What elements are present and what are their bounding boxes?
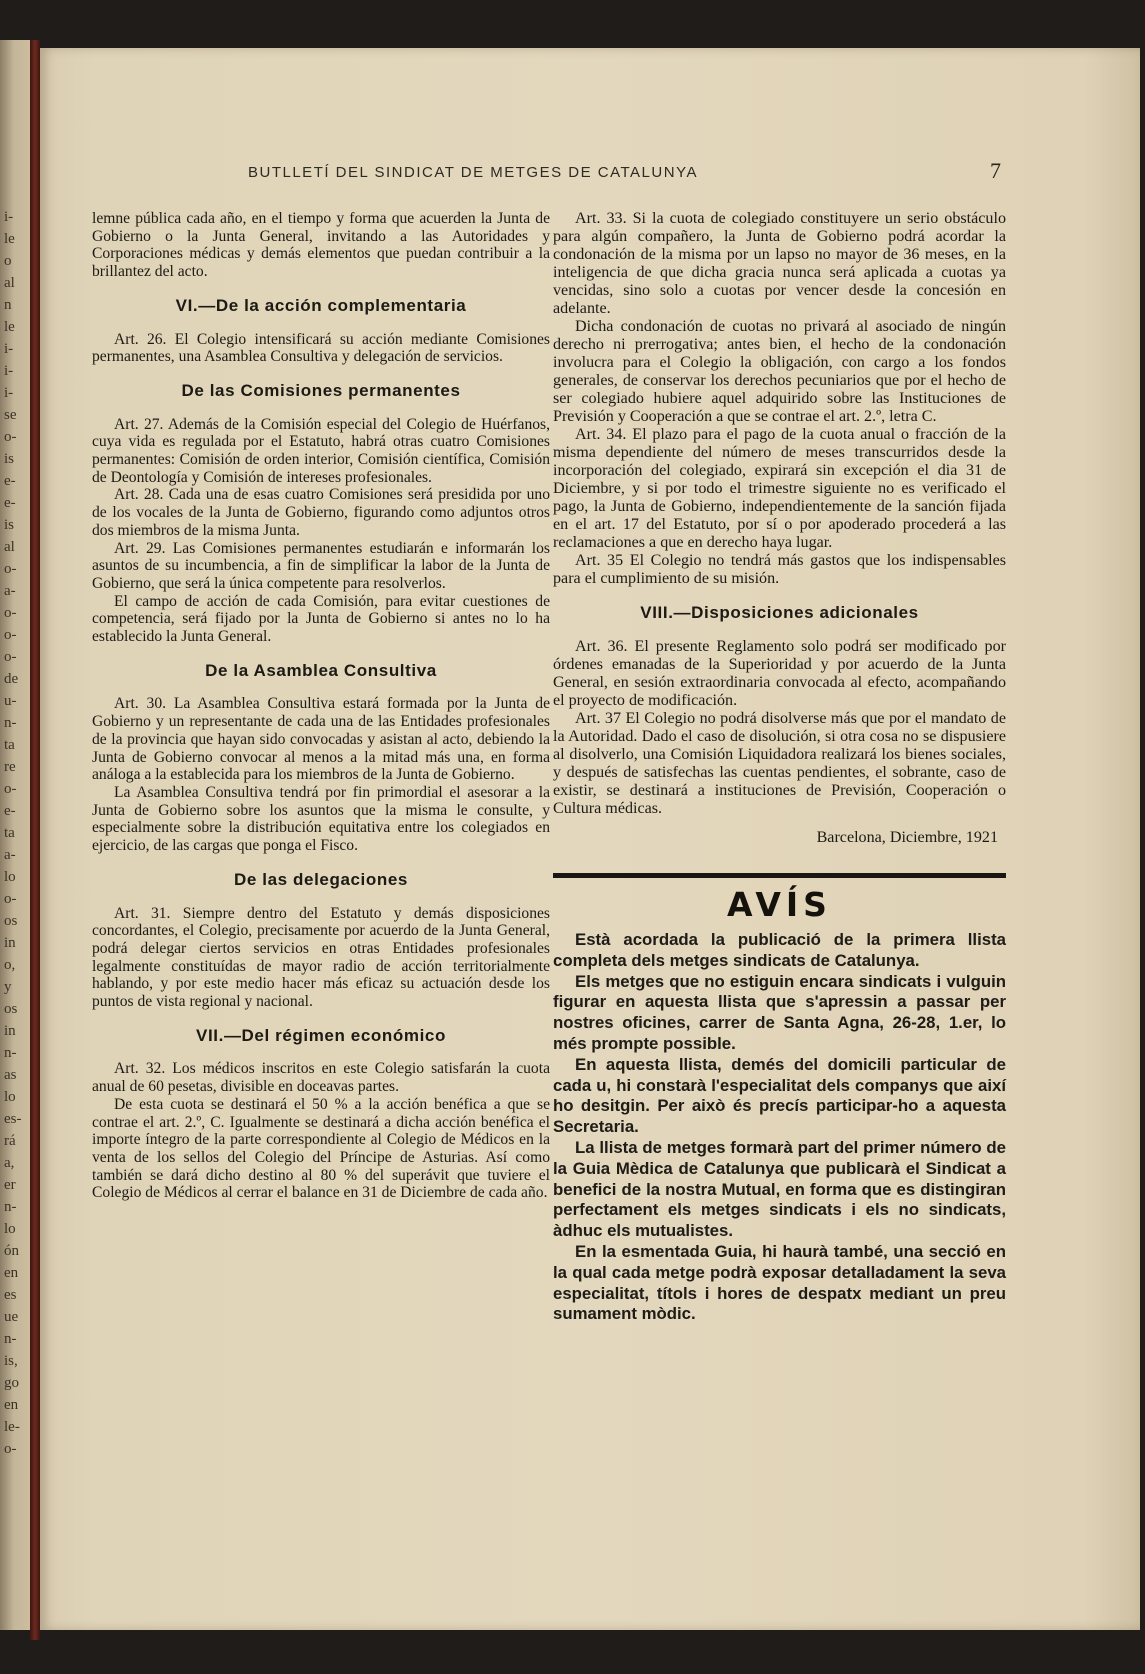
margin-fragment: o- [4, 605, 17, 621]
article-37: Art. 37 El Colegio no podrá disolverse más que por el mandato de la Autoridad. Dado el caso de disolución, si otra cosa no se dispusiere al disolverlo, una Comisión Liquidadora realizará los bienes sociales, y después de satisfechas las cuentas pendientes, el sobrante, caso de existir, se destinará a instituciones de Previsión, Cooperación o Cultura médicas. [553, 710, 1006, 817]
intro-paragraph: lemne pública cada año, en el tiempo y forma que acuerden la Junta de Gobierno o la Junta General, invitando a las Autoridades y Corporaciones médicas y demás elementos que puedan contribuir a la brillantez del acto. [92, 210, 550, 281]
margin-fragment: o- [4, 561, 17, 577]
subsection-delegaciones-heading: De las delegaciones [234, 869, 408, 889]
margin-fragment: le [4, 231, 15, 247]
notice-paragraph: En la esmentada Guia, hi haurà també, una secció en la qual cada metge podrà exposar detalladament la seva especialitat, títols i hores de despatx mediant un preu sumament mòdic. [553, 1241, 1006, 1324]
article-33: Art. 33. Si la cuota de colegiado constituyere un serio obstáculo para algún compañero, la Junta de Gobierno podrá acordar la condonación de la misma por un lapso no mayor de 36 meses, en la inteligencia de que dicha gracia nunca será aplicada a cuotas ya vencidas, sino solo a cuotas por vencer desde la concesión en adelante. [553, 210, 1006, 317]
margin-fragment: lo [4, 869, 16, 885]
margin-fragment: a- [4, 583, 16, 599]
margin-fragment: o- [4, 627, 17, 643]
margin-fragment: al [4, 275, 15, 291]
margin-fragment: o, [4, 957, 16, 973]
notice-paragraph: La llista de metges formarà part del primer número de la Guia Mèdica de Catalunya que publicarà el Sindicat a benefici de la nostra Mutual, en forma que es distingiran perfectament els metges sindicats i els no sindicats, àdhuc els mutualistes. [553, 1137, 1006, 1241]
margin-fragment: o- [4, 891, 17, 907]
article-27: Art. 27. Además de la Comisión especial del Colegio de Huérfanos, cuya vida es regulada por el Estatuto, habrá otras cuatro Comisiones permanentes: Comisión de orden interior, Comisión científica, Comisión de Deontología y Comisión de intereses profesionales. [92, 415, 550, 486]
article-29-continued: El campo de acción de cada Comisión, para evitar cuestiones de competencia, será fijado por la Junta de Gobierno si antes no lo ha establecido la Junta General. [92, 592, 550, 646]
margin-fragment: lo [4, 1089, 16, 1105]
margin-fragment: ue [4, 1309, 19, 1325]
margin-fragment: ta [4, 737, 15, 753]
margin-fragment: a, [4, 1155, 15, 1171]
margin-fragment: n- [4, 1045, 17, 1061]
dateline: Barcelona, Diciembre, 1921 [816, 829, 998, 846]
section-6-heading: VI.—De la acción complementaria [175, 295, 467, 315]
margin-fragment: n- [4, 1199, 17, 1215]
article-29: Art. 29. Las Comisiones permanentes estudiarán e informarán los asuntos de su incumbencia, a fin de simplificar la labor de la Junta de Gobierno, que será la única competente para resolverlos. [92, 539, 550, 592]
article-35: Art. 35 El Colegio no tendrá más gastos que los indispensables para el cumplimiento de su misión. [553, 552, 1006, 587]
margin-fragment: is [4, 517, 15, 533]
margin-fragment: o [4, 253, 12, 269]
notice-paragraph: En aquesta llista, demés del domicili particular de cada u, hi constarà l'especialitat dels companys que així ho desitgin. Per això és precís participar-ho a aquesta Secretaria. [553, 1054, 1006, 1137]
article-30-continued: La Asamblea Consultiva tendrá por fin primordial el asesorar a la Junta de Gobierno sobre los asuntos que la misma le consulte, y especialmente sobre la distribución equitativa entre los colegiados en ejercicio, de las cargas que ponga el Fisco. [92, 783, 550, 855]
margin-fragment: e- [4, 803, 16, 819]
subsection-asamblea-heading: De la Asamblea Consultiva [205, 660, 437, 680]
section-8-heading: VIII.—Disposiciones adicionales [640, 603, 919, 622]
margin-fragment: e- [4, 495, 16, 511]
margin-fragment: re [4, 759, 16, 775]
margin-fragment: al [4, 539, 15, 555]
article-26: Art. 26. El Colegio intensificará su acción mediante Comisiones permanentes, una Asamblea Consultiva y delegación de servicios. [92, 330, 550, 366]
margin-fragment: de [4, 671, 19, 687]
article-28: Art. 28. Cada una de esas cuatro Comisiones será presidida por uno de los vocales de la Junta de Gobierno, figurando como adjuntos otros dos miembros de la misma Junta. [92, 486, 550, 539]
article-32-continued: De esta cuota se destinará el 50 % a la acción benéfica a que se contrae el art. 2.º, C. Igualmente se destinará a dicha acción benéfica el importe íntegro de la parte correspondiente al Colegio de Médicos en la venta de los sellos del Colegio del Príncipe de Asturias. Así como también se dará dicho destino al 80 % del superávit que tuviere el Colegio de Médicos al cerrar el balance en 31 de Diciembre de cada año. [92, 1095, 550, 1202]
margin-fragment: os [4, 1001, 18, 1017]
margin-fragment: lo [4, 1221, 16, 1237]
margin-fragment: a- [4, 847, 16, 863]
book-spine [30, 40, 40, 1640]
margin-fragment: go [4, 1375, 19, 1391]
margin-fragment: is, [4, 1353, 18, 1369]
margin-fragment: en [4, 1397, 19, 1413]
notice-body [553, 930, 1006, 1325]
margin-fragment: i- [4, 341, 14, 357]
page-number: 7 [990, 158, 1001, 183]
article-33-continued: Dicha condonación de cuotas no privará al asociado de ningún derecho ni prerrogativa; antes bien, el hecho de la condonación involucra para el Colegio la obligación, con cargo a los fondos generales, de conservar los derechos pecuniarios que por el hecho de ser colegiado hubiere aquel adquirido sobre las Instituciones de Previsión y Cooperación a que se contrae el art. 2.º, letra C. [553, 318, 1006, 425]
notice-title: AVÍS [727, 885, 832, 924]
margin-fragment: n [4, 297, 12, 313]
margin-fragment: u- [4, 693, 17, 709]
article-32: Art. 32. Los médicos inscritos en este Colegio satisfarán la cuota anual de 60 pesetas, divisible en doceavas partes. [92, 1060, 550, 1096]
margin-fragment: n- [4, 1331, 17, 1347]
margin-fragment: e- [4, 473, 16, 489]
margin-fragment: er [4, 1177, 16, 1193]
article-30: Art. 30. La Asamblea Consultiva estará formada por la Junta de Gobierno y un representante de cada una de las Entidades profesionales de la provincia que hayan sido convocadas y asistan al acto, debiendo la Junta de Gobierno convocar al menos a la mitad más una, en forma análoga a la establecida para los miembros de la Junta de Gobierno. [92, 695, 550, 784]
margin-fragment: o- [4, 1441, 17, 1457]
article-36: Art. 36. El presente Reglamento solo podrá ser modificado por órdenes emanadas de la Superioridad y por acuerdo de la Junta General, en sesión extraordinaria convocada al efecto, acompañando el proyecto de modificación. [553, 638, 1006, 709]
margin-fragment: es [4, 1287, 17, 1303]
page [40, 48, 1140, 1630]
margin-fragment: i- [4, 385, 14, 401]
right-column [553, 210, 1006, 1325]
margin-fragment: is [4, 451, 15, 467]
subsection-comisiones-heading: De las Comisiones permanentes [181, 380, 461, 400]
margin-fragment: i- [4, 209, 14, 225]
margin-fragment: le- [4, 1419, 20, 1435]
margin-fragment: in [4, 935, 16, 951]
margin-fragment: n- [4, 715, 17, 731]
notice-paragraph: Està acordada la publicació de la primera llista completa dels metges sindicats de Catalunya. [553, 930, 1006, 970]
margin-fragment: os [4, 913, 18, 929]
margin-fragment: y [4, 979, 12, 995]
margin-fragment: o- [4, 781, 17, 797]
margin-fragment: se [4, 407, 17, 423]
article-34: Art. 34. El plazo para el pago de la cuota anual o fracción de la misma dependiente del número de meses transcurridos desde la incorporación del colegiado, expirará sin excepción el dia 31 de Diciembre, y si por todo el trimestre siguiente no es verificado el pago, la Junta de Gobierno, independientemente de la sanción fijada en el art. 17 del Estatuto, por sí o por apoderado procederá a las reclamaciones a que en derecho haya lugar. [553, 426, 1006, 551]
left-column [92, 210, 550, 1202]
running-head: BUTLLETÍ DEL SINDICAT DE METGES DE CATALUNYA [248, 164, 698, 181]
margin-fragment: i- [4, 363, 14, 379]
notice-paragraph: Els metges que no estiguin encara sindicats i vulguin figurar en aquesta llista que s'apressin a passar per nostres oficines, carrer de Santa Agna, 26-28, 1.er, lo més prompte possible. [553, 971, 1006, 1053]
margin-fragment: es- [4, 1111, 22, 1127]
article-31: Art. 31. Siempre dentro del Estatuto y demás disposiciones concordantes, el Colegio, precisamente por acuerdo de la Junta General, podrá delegar ciertos servicios en otras Entidades profesionales legalmente constituídas de mayor radio de acción territorialmente hablando, y por este medio hacer más eficaz su actuación desde los puntos de vista regional y nacional. [92, 904, 550, 1011]
margin-fragment: rá [4, 1133, 16, 1149]
margin-fragment: o- [4, 429, 17, 445]
margin-fragment: le [4, 319, 15, 335]
margin-fragment: ón [4, 1243, 19, 1259]
margin-fragment: en [4, 1265, 19, 1281]
margin-fragment: o- [4, 649, 17, 665]
margin-fragment: ta [4, 825, 15, 841]
margin-fragment: as [4, 1067, 17, 1083]
margin-fragment: in [4, 1023, 16, 1039]
divider-rule [553, 873, 1006, 878]
section-7-heading: VII.—Del régimen económico [196, 1025, 446, 1045]
